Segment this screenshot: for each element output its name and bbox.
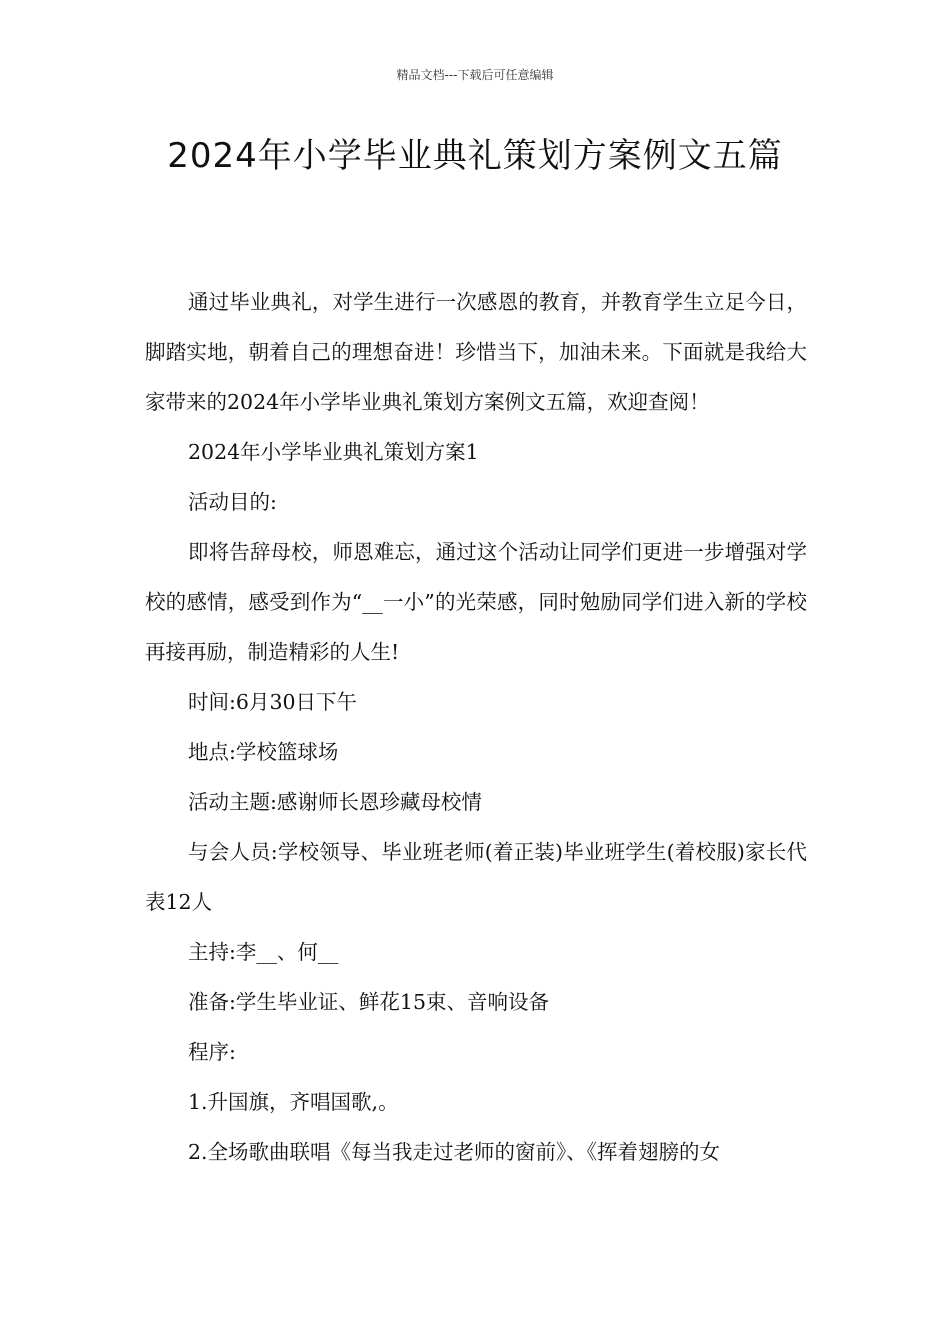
- program-label: 程序:: [188, 1040, 236, 1064]
- section-heading: 2024年小学毕业典礼策划方案1: [188, 440, 479, 464]
- header-note: 精品文档---下载后可任意编辑: [396, 68, 554, 82]
- document-title: 2024年小学毕业典礼策划方案例文五篇: [167, 136, 783, 176]
- program-item: 1.升国旗，齐唱国歌,。: [188, 1090, 399, 1114]
- time-line: 时间:6月30日下午: [188, 690, 358, 714]
- preparation-line: 准备:学生毕业证、鲜花15束、音响设备: [188, 990, 549, 1014]
- purpose-paragraph: 即将告辞母校，师恩难忘，通过这个活动让同学们更进一步增强对学校的感情，感受到作为“__一小”的光荣感，同时勉励同学们进入新的学校再接再励，制造精彩的人生!: [145, 540, 807, 664]
- theme-line: 活动主题:感谢师长恩珍藏母校情: [188, 790, 482, 814]
- location-line: 地点:学校篮球场: [188, 740, 339, 764]
- document-body: [145, 277, 807, 1177]
- host-line: 主持:李__、何__: [188, 940, 339, 964]
- program-item: 2.全场歌曲联唱《每当我走过老师的窗前》、《挥着翅膀的女: [188, 1140, 721, 1164]
- purpose-label: 活动目的:: [188, 490, 277, 514]
- intro-paragraph: 通过毕业典礼，对学生进行一次感恩的教育，并教育学生立足今日，脚踏实地，朝着自己的理想奋进！珍惜当下，加油未来。下面就是我给大家带来的2024年小学毕业典礼策划方案例文五篇，欢迎查阅！: [145, 290, 807, 414]
- attendees-paragraph: 与会人员:学校领导、毕业班老师(着正装)毕业班学生(着校服)家长代表12人: [145, 840, 807, 914]
